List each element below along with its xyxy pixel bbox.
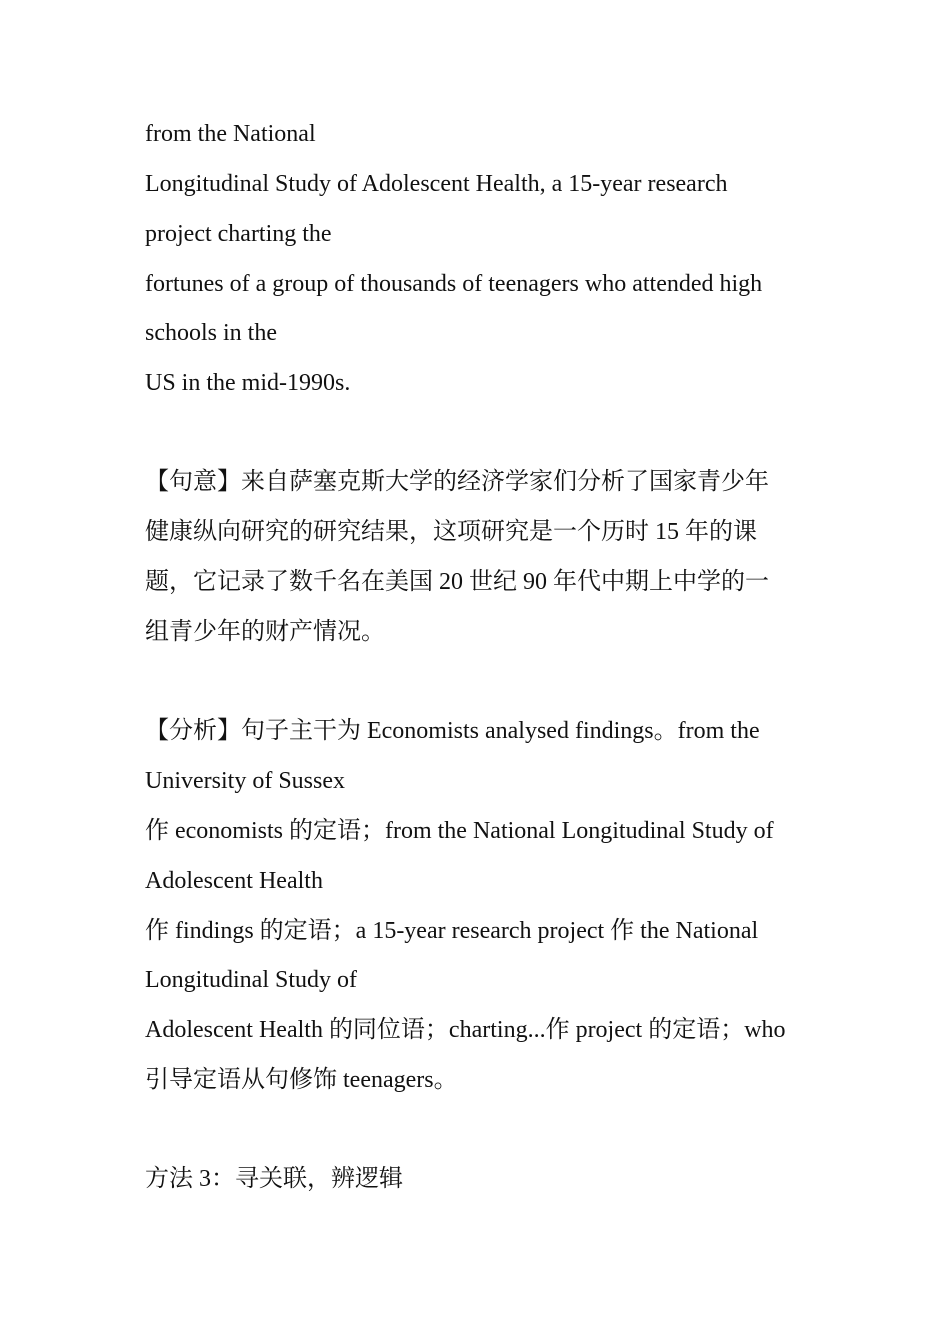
analysis-line: 作 findings 的定语；a 15-year research project 作 the National — [145, 918, 759, 944]
translation-line: 【句意】来自萨塞克斯大学的经济学家们分析了国家青少年 — [145, 469, 769, 495]
translation-line: 题，它记录了数千名在美国 20 世纪 90 年代中期上中学的一 — [145, 569, 769, 595]
translation-line: 健康纵向研究的研究结果，这项研究是一个历时 15 年的课 — [145, 519, 757, 545]
text-line: from the National — [145, 121, 316, 147]
text-line: US in the mid-1990s. — [145, 370, 351, 396]
text-line: fortunes of a group of thousands of teenagers who attended high — [145, 271, 763, 297]
analysis-line: 【分析】句子主干为 Economists analysed findings。from the — [145, 718, 760, 744]
analysis-line: 作 economists 的定语；from the National Longitudinal Study of — [145, 818, 774, 844]
analysis-line: University of Sussex — [145, 768, 345, 794]
text-line: project charting the — [145, 221, 332, 247]
text-line: Longitudinal Study of Adolescent Health, a 15-year research — [145, 171, 728, 197]
analysis-line: Adolescent Health 的同位语；charting...作 project 的定语；who — [145, 1017, 786, 1043]
analysis-line: Longitudinal Study of — [145, 967, 357, 993]
analysis-line: 引导定语从句修饰 teenagers。 — [145, 1067, 458, 1093]
section-heading: 方法 3：寻关联，辨逻辑 — [145, 1166, 403, 1192]
translation-line: 组青少年的财产情况。 — [145, 619, 385, 645]
text-line: schools in the — [145, 320, 277, 346]
analysis-line: Adolescent Health — [145, 868, 323, 894]
